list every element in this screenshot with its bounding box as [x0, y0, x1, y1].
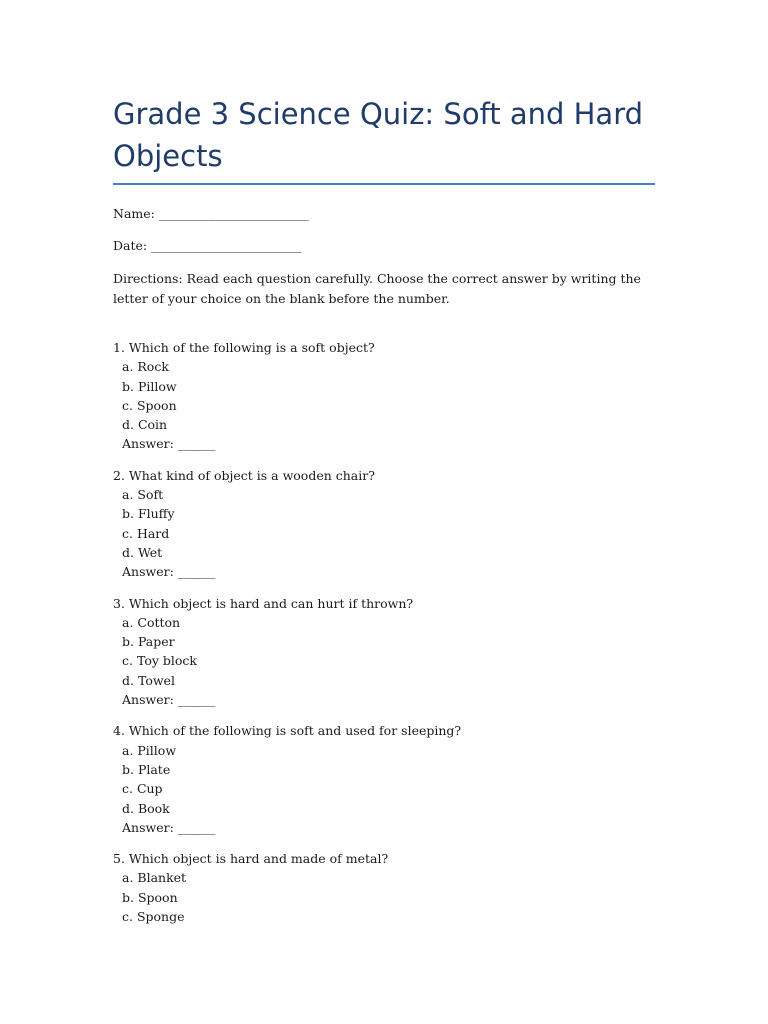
- option-c: c. Spoon: [122, 397, 177, 413]
- answer-blank: Answer: ______: [122, 819, 216, 835]
- answer-blank: Answer: ______: [122, 436, 216, 452]
- question-4: [113, 721, 655, 837]
- question-5: [113, 849, 655, 926]
- question-text: 1. Which of the following is a soft object?: [113, 340, 375, 355]
- question-text: 2. What kind of object is a wooden chair?: [113, 467, 375, 483]
- question-text: 4. Which of the following is soft and used for sleeping?: [113, 723, 462, 739]
- page-title: Grade 3 Science Quiz: Soft and Hard Objects: [113, 97, 644, 173]
- question-text: 5. Which object is hard and made of metal?: [113, 851, 389, 867]
- option-a: a. Blanket: [122, 870, 187, 886]
- answer-blank: Answer: ______: [122, 692, 216, 708]
- option-d: d. Wet: [122, 544, 163, 560]
- question-list: [113, 338, 655, 926]
- date-field: Date: ________________________: [113, 238, 302, 253]
- option-b: b. Pillow: [122, 378, 177, 394]
- option-c: c. Toy block: [122, 653, 197, 669]
- option-a: a. Cotton: [122, 614, 181, 630]
- option-b: b. Fluffy: [122, 506, 175, 522]
- option-a: a. Pillow: [122, 742, 177, 758]
- option-c: c. Sponge: [122, 909, 185, 925]
- option-d: d. Towel: [122, 672, 175, 688]
- option-a: a. Soft: [122, 487, 164, 503]
- answer-blank: Answer: ______: [122, 564, 216, 580]
- option-d: d. Coin: [122, 417, 168, 433]
- title-divider: [113, 183, 655, 185]
- option-b: b. Spoon: [122, 889, 178, 905]
- option-c: c. Hard: [122, 525, 170, 541]
- question-1: [113, 338, 655, 454]
- question-2: [113, 466, 655, 582]
- name-field: Name: ________________________: [113, 206, 309, 221]
- directions-text: Directions: Read each question carefully. Choose the correct answer by writing the letter of your choice on the blank before the number.: [113, 271, 641, 306]
- question-3: [113, 594, 655, 710]
- option-d: d. Book: [122, 800, 170, 816]
- question-text: 3. Which object is hard and can hurt if thrown?: [113, 595, 414, 611]
- option-b: b. Paper: [122, 634, 175, 650]
- option-a: a. Rock: [122, 359, 169, 375]
- option-b: b. Plate: [122, 761, 171, 777]
- document-page: [113, 93, 655, 938]
- option-c: c. Cup: [122, 781, 163, 797]
